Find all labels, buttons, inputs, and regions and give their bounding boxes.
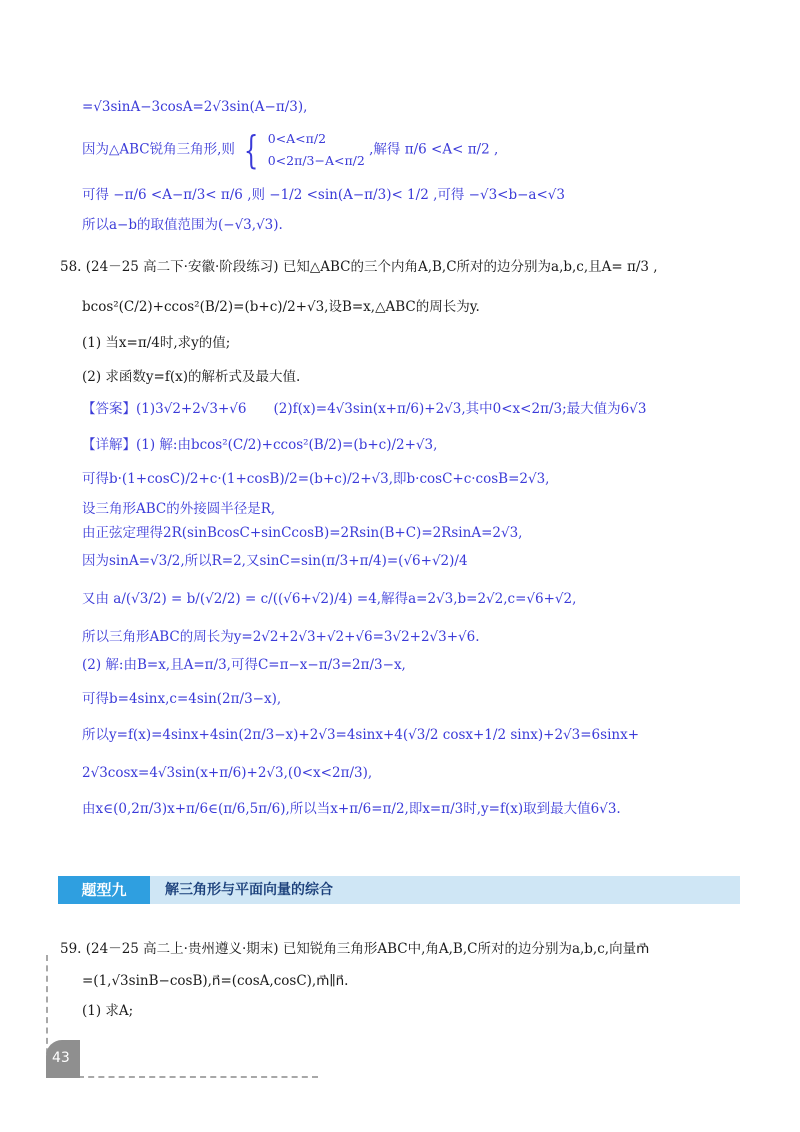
question-59-part-1: (1) 求A; <box>82 1003 134 1019</box>
solution-line-2-result: ,解得 π/6 <A< π/2 , <box>369 141 499 158</box>
detail-line-1: 【详解】(1) 解:由bcos²(C/2)+ccos²(B/2)=(b+c)/2+√3, <box>82 437 438 453</box>
detail-line-4: 由正弦定理得2R(sinBcosC+sinCcosB)=2Rsin(B+C)=2RsinA=2√3, <box>82 525 523 541</box>
inequality-2: 0<2π/3−A<π/2 <box>267 153 365 168</box>
detail-line-3: 设三角形ABC的外接圆半径是R, <box>82 501 276 517</box>
question-58-part-1: (1) 当x=π/4时,求y的值; <box>82 335 231 351</box>
detail-line-7: 所以三角形ABC的周长为y=2√2+2√3+√2+√6=3√2+2√3+√6. <box>82 629 480 645</box>
solution-line-2-text: 因为△ABC锐角三角形,则 <box>82 141 235 158</box>
detail-line-9: 可得b=4sinx,c=4sin(2π/3−x), <box>82 691 282 707</box>
section-tag: 题型九 <box>58 876 150 904</box>
page-bottom-dashes <box>78 1076 318 1078</box>
system-brace: { <box>244 128 259 172</box>
question-58-part-2: (2) 求函数y=f(x)的解析式及最大值. <box>82 369 301 385</box>
detail-line-10: 所以y=f(x)=4sinx+4sin(2π/3−x)+2√3=4sinx+4(√3/2 cosx+1/2 sinx)+2√3=6sinx+ <box>82 727 640 743</box>
question-58-line-2: bcos²(C/2)+ccos²(B/2)=(b+c)/2+√3,设B=x,△ABC的周长为y. <box>82 299 480 315</box>
solution-line-2 <box>82 128 498 172</box>
detail-line-5: 因为sinA=√3/2,所以R=2,又sinC=sin(π/3+π/4)=(√6+√2)/4 <box>82 553 468 569</box>
inequality-system <box>268 128 365 172</box>
section-header-bar <box>58 876 740 904</box>
detail-line-8: (2) 解:由B=x,且A=π/3,可得C=π−x−π/3=2π/3−x, <box>82 657 406 673</box>
detail-line-11: 2√3cosx=4√3sin(x+π/6)+2√3,(0<x<2π/3), <box>82 765 373 781</box>
solution-line-1: =√3sinA−3cosA=2√3sin(A−π/3), <box>82 99 308 115</box>
page-number: 43 <box>52 1050 70 1066</box>
question-58-line-1: 58. (24－25 高二下·安徽·阶段练习) 已知△ABC的三个内角A,B,C所对的边分别为a,b,c,且A= π/3 , <box>60 259 658 275</box>
solution-line-4: 所以a−b的取值范围为(−√3,√3). <box>82 217 283 233</box>
detail-line-12: 由x∈(0,2π/3)x+π/6∈(π/6,5π/6),所以当x+π/6=π/2,即x=π/3时,y=f(x)取到最大值6√3. <box>82 801 621 817</box>
solution-line-3: 可得 −π/6 <A−π/3< π/6 ,则 −1/2 <sin(A−π/3)< 1/2 ,可得 −√3<b−a<√3 <box>82 187 565 203</box>
detail-line-2: 可得b·(1+cosC)/2+c·(1+cosB)/2=(b+c)/2+√3,即b·cosC+c·cosB=2√3, <box>82 471 550 487</box>
section-title: 解三角形与平面向量的综合 <box>165 882 333 898</box>
question-59-line-2: =(1,√3sinB−cosB),n⃗=(cosA,cosC),m⃗∥n⃗. <box>82 973 349 989</box>
detail-line-6: 又由 a/(√3/2) = b/(√2/2) = c/((√6+√2)/4) =4,解得a=2√3,b=2√2,c=√6+√2, <box>82 591 577 607</box>
answer-line: 【答案】(1)3√2+2√3+√6 (2)f(x)=4√3sin(x+π/6)+2√3,其中0<x<2π/3;最大值为6√3 <box>82 401 647 417</box>
question-59-line-1: 59. (24－25 高二上·贵州遵义·期末) 已知锐角三角形ABC中,角A,B,C所对的边分别为a,b,c,向量m⃗ <box>60 941 650 957</box>
inequality-1: 0<A<π/2 <box>267 131 327 146</box>
